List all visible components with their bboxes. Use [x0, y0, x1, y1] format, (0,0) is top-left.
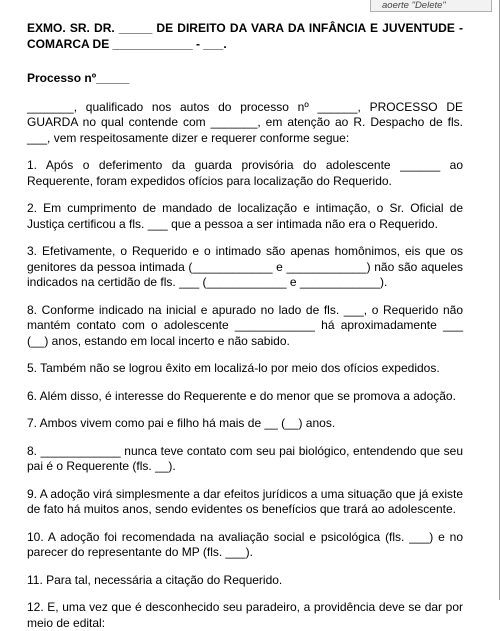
paragraph-intro: _______, qualificado nos autos do processo nº ______, PROCESSO DE GUARDA no qual contende com _______, em atenção ao R. Despacho de fls. ___, vem respeitosamente dizer e requerer conforme segue: [27, 99, 463, 145]
paragraph-2: 2. Em cumprimento de mandado de localização e intimação, o Sr. Oficial de Justiça certificou a fls. ___ que a pessoa a ser intimada não era o Requerido. [27, 201, 463, 231]
document-heading: EXMO. SR. DR. _____ DE DIREITO DA VARA DA INFÂNCIA E JUVENTUDE - COMARCA DE ____________ - ___. [27, 21, 463, 51]
paragraph-12: 12. E, uma vez que é desconhecido seu paradeiro, a providência deve se dar por meio de edital: [27, 600, 463, 630]
document-page [27, 21, 463, 631]
paragraph-7: 7. Ambos vivem como pai e filho há mais de __ (__) anos. [27, 416, 336, 430]
paragraph-8b: 8. ____________ nunca teve contato com seu pai biológico, entendendo que seu pai é o Requerente (fls. __). [27, 443, 463, 473]
paragraph-6: 6. Além disso, é interesse do Requerente e do menor que se promova a adoção. [27, 388, 456, 403]
paragraph-11: 11. Para tal, necessária a citação do Requerido. [27, 572, 283, 587]
paragraph-9: 9. A adoção virá simplesmente a dar efeitos jurídicos a uma situação que já existe de fato há muitos anos, sendo evidentes os benefícios que trará ao adolescente. [27, 486, 463, 516]
paragraph-5: 5. Também não se logrou êxito em localizá-lo por meio dos ofícios expedidos. [27, 361, 440, 375]
paragraph-10: 10. A adoção foi recomendada na avaliação social e psicológica (fls. ___) e no parecer do representante do MP (fls. ___). [27, 529, 463, 559]
paragraph-8a: 8. Conforme indicado na inicial e apurado no lado de fls. ___, o Requerido não mantém contato com o adolescente ____________ há aproximadamente ___ (__) anos, estando em local incerto e não sabido. [27, 302, 463, 348]
corner-note: aoerte "Delete" [370, 0, 492, 12]
process-number-label: Processo nº_____ [27, 71, 130, 85]
paragraph-1: 1. Após o deferimento da guarda provisória do adolescente ______ ao Requerente, foram expedidos ofícios para localização do Requerido. [27, 158, 463, 188]
paragraph-3: 3. Efetivamente, o Requerido e o intimado são apenas homônimos, eis que os genitores da pessoa intimada (____________ e ____________) não são aqueles indicados na certidão de fls. ___ (____________ e ____________). [27, 244, 463, 289]
